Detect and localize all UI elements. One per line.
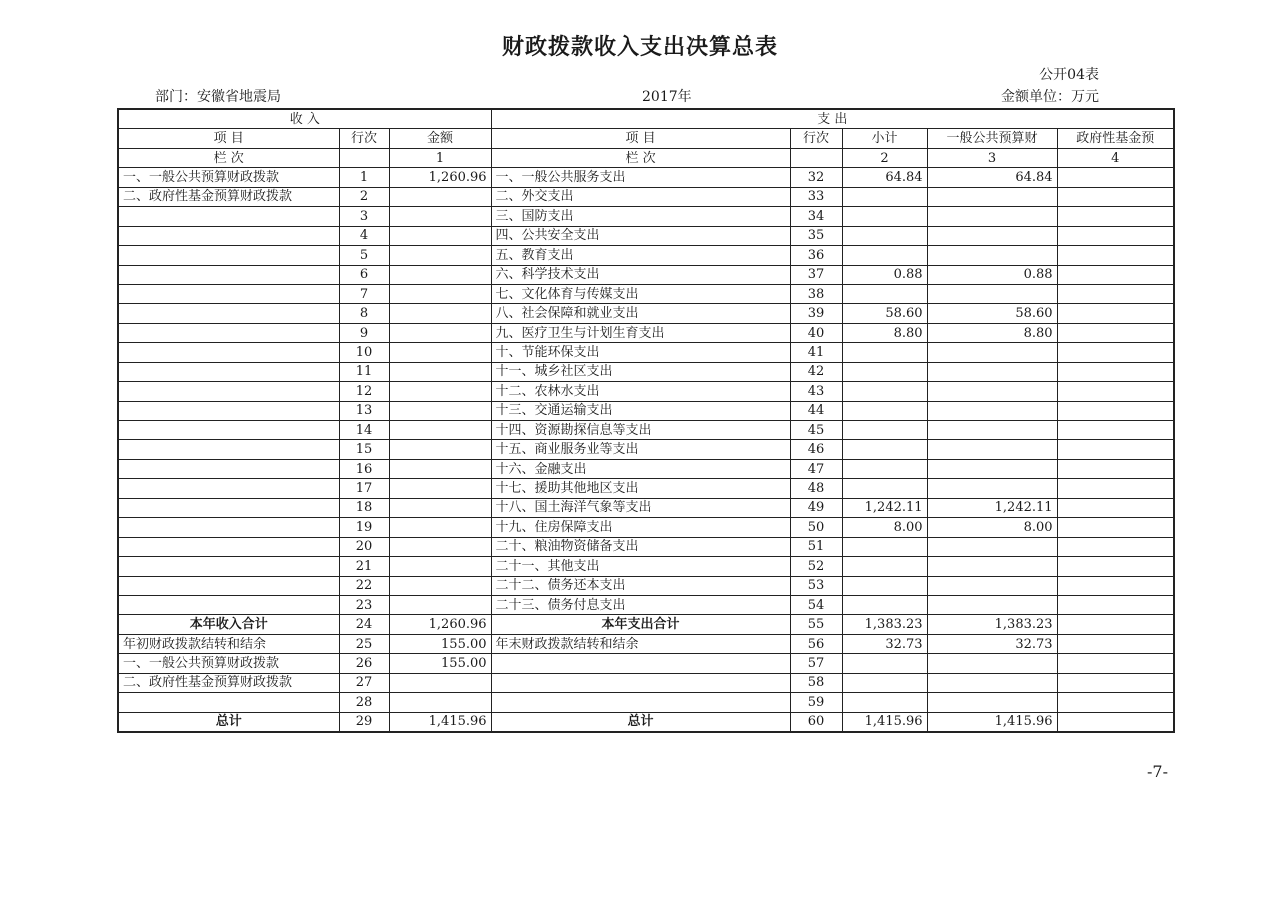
gov-fund-cell bbox=[1057, 634, 1174, 653]
expense-item-cell: 一、一般公共服务支出 bbox=[491, 168, 790, 187]
income-row-no-cell: 19 bbox=[339, 518, 389, 537]
table-row bbox=[118, 168, 1174, 187]
income-row-no-cell: 12 bbox=[339, 382, 389, 401]
table-row bbox=[118, 284, 1174, 303]
general-budget-cell: 58.60 bbox=[927, 304, 1057, 323]
income-item-header: 项 目 bbox=[118, 129, 339, 148]
expense-item-cell bbox=[491, 673, 790, 692]
income-item-cell bbox=[118, 382, 339, 401]
expense-row-no-cell: 35 bbox=[790, 226, 842, 245]
general-budget-cell bbox=[927, 421, 1057, 440]
income-amount-cell bbox=[389, 187, 491, 206]
income-row-no-cell: 1 bbox=[339, 168, 389, 187]
expense-subtotal-cell: 32.73 bbox=[842, 634, 927, 653]
income-amount-cell bbox=[389, 421, 491, 440]
table-row bbox=[118, 362, 1174, 381]
expense-row-no-cell: 41 bbox=[790, 343, 842, 362]
expense-row-no-cell: 38 bbox=[790, 284, 842, 303]
expense-row-no-cell: 43 bbox=[790, 382, 842, 401]
general-budget-cell bbox=[927, 284, 1057, 303]
table-row bbox=[118, 246, 1174, 265]
income-amount-cell bbox=[389, 537, 491, 556]
expense-row-no-cell: 55 bbox=[790, 615, 842, 634]
income-row-no-cell: 4 bbox=[339, 226, 389, 245]
income-amount-cell bbox=[389, 362, 491, 381]
table-row bbox=[118, 712, 1174, 732]
income-item-cell bbox=[118, 401, 339, 420]
gov-fund-cell bbox=[1057, 557, 1174, 576]
income-amount-cell bbox=[389, 265, 491, 284]
expense-subtotal-cell bbox=[842, 595, 927, 614]
general-budget-cell bbox=[927, 187, 1057, 206]
income-item-cell: 二、政府性基金预算财政拨款 bbox=[118, 673, 339, 692]
income-row-no-cell: 11 bbox=[339, 362, 389, 381]
expense-item-cell: 十六、金融支出 bbox=[491, 459, 790, 478]
income-row-no-cell: 23 bbox=[339, 595, 389, 614]
table-row bbox=[118, 401, 1174, 420]
expense-col-label: 栏 次 bbox=[491, 148, 790, 167]
table-row bbox=[118, 226, 1174, 245]
income-amount-cell bbox=[389, 226, 491, 245]
expense-row-no-cell: 51 bbox=[790, 537, 842, 556]
expense-subtotal-cell bbox=[842, 226, 927, 245]
income-row-no-cell: 13 bbox=[339, 401, 389, 420]
expense-item-cell: 十三、交通运输支出 bbox=[491, 401, 790, 420]
general-budget-cell bbox=[927, 362, 1057, 381]
general-budget-cell bbox=[927, 673, 1057, 692]
expense-row-no-cell: 57 bbox=[790, 654, 842, 673]
expense-item-cell: 三、国防支出 bbox=[491, 207, 790, 226]
income-amount-header: 金额 bbox=[389, 129, 491, 148]
income-item-cell bbox=[118, 362, 339, 381]
income-amount-cell bbox=[389, 440, 491, 459]
income-row-no-cell: 25 bbox=[339, 634, 389, 653]
income-item-cell bbox=[118, 576, 339, 595]
expense-subtotal-cell: 8.00 bbox=[842, 518, 927, 537]
table-row bbox=[118, 207, 1174, 226]
general-budget-cell bbox=[927, 246, 1057, 265]
income-col-index-empty bbox=[339, 148, 389, 167]
income-item-cell bbox=[118, 518, 339, 537]
general-budget-cell: 1,242.11 bbox=[927, 498, 1057, 517]
income-item-cell bbox=[118, 323, 339, 342]
expense-item-cell: 十八、国土海洋气象等支出 bbox=[491, 498, 790, 517]
income-row-no-cell: 20 bbox=[339, 537, 389, 556]
gov-fund-cell bbox=[1057, 343, 1174, 362]
expense-item-cell: 十、节能环保支出 bbox=[491, 343, 790, 362]
income-row-no-cell: 28 bbox=[339, 693, 389, 712]
income-amount-cell bbox=[389, 459, 491, 478]
expense-row-no-cell: 50 bbox=[790, 518, 842, 537]
income-row-no-cell: 9 bbox=[339, 323, 389, 342]
income-item-cell bbox=[118, 557, 339, 576]
income-item-cell bbox=[118, 265, 339, 284]
expense-row-no-cell: 52 bbox=[790, 557, 842, 576]
general-budget-cell: 1,415.96 bbox=[927, 712, 1057, 732]
income-row-no-cell: 5 bbox=[339, 246, 389, 265]
gov-fund-cell bbox=[1057, 440, 1174, 459]
expense-subtotal-cell bbox=[842, 207, 927, 226]
expense-row-no-cell: 32 bbox=[790, 168, 842, 187]
general-budget-cell: 0.88 bbox=[927, 265, 1057, 284]
expense-col-index-empty bbox=[790, 148, 842, 167]
expense-subtotal-cell bbox=[842, 382, 927, 401]
gov-fund-cell bbox=[1057, 246, 1174, 265]
expense-subtotal-cell bbox=[842, 343, 927, 362]
income-item-cell bbox=[118, 304, 339, 323]
general-budget-cell bbox=[927, 440, 1057, 459]
expense-row-no-cell: 39 bbox=[790, 304, 842, 323]
income-row-no-cell: 18 bbox=[339, 498, 389, 517]
income-item-cell bbox=[118, 226, 339, 245]
expense-item-header: 项 目 bbox=[491, 129, 790, 148]
income-amount-cell bbox=[389, 343, 491, 362]
expense-subtotal-cell bbox=[842, 479, 927, 498]
gov-fund-cell bbox=[1057, 265, 1174, 284]
column-index-row bbox=[118, 148, 1174, 167]
income-amount-cell bbox=[389, 401, 491, 420]
general-budget-cell bbox=[927, 595, 1057, 614]
gov-fund-cell bbox=[1057, 537, 1174, 556]
gov-fund-cell bbox=[1057, 168, 1174, 187]
expense-item-cell: 九、医疗卫生与计划生育支出 bbox=[491, 323, 790, 342]
income-item-cell bbox=[118, 693, 339, 712]
income-amount-cell: 155.00 bbox=[389, 634, 491, 653]
gov-fund-cell bbox=[1057, 459, 1174, 478]
income-row-no-cell: 17 bbox=[339, 479, 389, 498]
income-amount-cell: 1,260.96 bbox=[389, 168, 491, 187]
expense-row-no-cell: 60 bbox=[790, 712, 842, 732]
table-row bbox=[118, 440, 1174, 459]
expense-item-cell: 总计 bbox=[491, 712, 790, 732]
expense-subtotal-cell: 1,415.96 bbox=[842, 712, 927, 732]
expense-subtotal-cell bbox=[842, 362, 927, 381]
table-row bbox=[118, 693, 1174, 712]
table-row bbox=[118, 187, 1174, 206]
general-budget-cell: 64.84 bbox=[927, 168, 1057, 187]
income-item-cell bbox=[118, 343, 339, 362]
expense-row-no-cell: 40 bbox=[790, 323, 842, 342]
expense-subtotal-cell bbox=[842, 284, 927, 303]
expense-item-cell: 二、外交支出 bbox=[491, 187, 790, 206]
general-budget-cell bbox=[927, 207, 1057, 226]
expense-row-no-cell: 44 bbox=[790, 401, 842, 420]
gov-fund-cell bbox=[1057, 187, 1174, 206]
expense-item-cell: 十七、援助其他地区支出 bbox=[491, 479, 790, 498]
expense-subtotal-cell bbox=[842, 440, 927, 459]
gov-fund-cell bbox=[1057, 673, 1174, 692]
expense-row-no-cell: 33 bbox=[790, 187, 842, 206]
general-budget-cell bbox=[927, 479, 1057, 498]
expense-row-no-cell: 46 bbox=[790, 440, 842, 459]
general-budget-cell bbox=[927, 343, 1057, 362]
department-label: 部门：安徽省地震局 bbox=[155, 89, 281, 105]
gov-fund-cell bbox=[1057, 421, 1174, 440]
section-header-row bbox=[118, 109, 1174, 129]
form-number: 公开04表 bbox=[1039, 67, 1099, 83]
table-row bbox=[118, 323, 1174, 342]
gov-fund-cell bbox=[1057, 323, 1174, 342]
gov-fund-cell bbox=[1057, 207, 1174, 226]
expense-item-cell: 十五、商业服务业等支出 bbox=[491, 440, 790, 459]
expense-item-cell: 八、社会保障和就业支出 bbox=[491, 304, 790, 323]
expense-item-cell bbox=[491, 693, 790, 712]
page-number: -7- bbox=[1147, 762, 1168, 781]
expense-item-cell: 四、公共安全支出 bbox=[491, 226, 790, 245]
table-row bbox=[118, 343, 1174, 362]
expense-subtotal-cell bbox=[842, 246, 927, 265]
income-item-cell bbox=[118, 284, 339, 303]
general-budget-cell bbox=[927, 576, 1057, 595]
gov-fund-cell bbox=[1057, 382, 1174, 401]
expense-item-cell: 二十二、债务还本支出 bbox=[491, 576, 790, 595]
expense-row-no-cell: 58 bbox=[790, 673, 842, 692]
gov-fund-cell bbox=[1057, 401, 1174, 420]
income-amount-cell bbox=[389, 323, 491, 342]
column-header-row bbox=[118, 129, 1174, 148]
expense-row-no-cell: 53 bbox=[790, 576, 842, 595]
income-item-cell: 本年收入合计 bbox=[118, 615, 339, 634]
general-budget-cell: 32.73 bbox=[927, 634, 1057, 653]
income-amount-cell bbox=[389, 693, 491, 712]
income-amount-cell bbox=[389, 479, 491, 498]
expense-item-cell: 年末财政拨款结转和结余 bbox=[491, 634, 790, 653]
income-amount-cell bbox=[389, 207, 491, 226]
expense-item-cell: 二十一、其他支出 bbox=[491, 557, 790, 576]
general-budget-cell bbox=[927, 401, 1057, 420]
general-budget-cell bbox=[927, 693, 1057, 712]
expense-subtotal-cell bbox=[842, 673, 927, 692]
income-item-cell: 总计 bbox=[118, 712, 339, 732]
gov-fund-header: 政府性基金预 bbox=[1057, 129, 1174, 148]
expense-subtotal-cell: 8.80 bbox=[842, 323, 927, 342]
expense-subtotal-cell bbox=[842, 537, 927, 556]
general-budget-cell bbox=[927, 382, 1057, 401]
table-row bbox=[118, 498, 1174, 517]
income-row-no-cell: 6 bbox=[339, 265, 389, 284]
income-row-no-cell: 8 bbox=[339, 304, 389, 323]
income-amount-cell: 155.00 bbox=[389, 654, 491, 673]
income-row-no-cell: 26 bbox=[339, 654, 389, 673]
gov-fund-cell bbox=[1057, 693, 1174, 712]
income-row-no-cell: 15 bbox=[339, 440, 389, 459]
expense-subtotal-cell: 1,383.23 bbox=[842, 615, 927, 634]
expense-subtotal-cell bbox=[842, 459, 927, 478]
table-row bbox=[118, 479, 1174, 498]
income-section-header: 收 入 bbox=[118, 109, 491, 129]
general-budget-header: 一般公共预算财 bbox=[927, 129, 1057, 148]
year-label: 2017年 bbox=[642, 89, 692, 105]
income-amount-cell bbox=[389, 595, 491, 614]
general-budget-cell: 8.00 bbox=[927, 518, 1057, 537]
table-row bbox=[118, 304, 1174, 323]
income-col-index-1: 1 bbox=[389, 148, 491, 167]
gov-fund-cell bbox=[1057, 362, 1174, 381]
general-budget-cell: 1,383.23 bbox=[927, 615, 1057, 634]
gov-fund-cell bbox=[1057, 518, 1174, 537]
income-row-no-cell: 3 bbox=[339, 207, 389, 226]
gov-fund-cell bbox=[1057, 615, 1174, 634]
gov-fund-cell bbox=[1057, 226, 1174, 245]
table-row bbox=[118, 576, 1174, 595]
expense-row-no-cell: 56 bbox=[790, 634, 842, 653]
income-item-cell bbox=[118, 479, 339, 498]
expense-col-index-4: 4 bbox=[1057, 148, 1174, 167]
unit-label: 金额单位：万元 bbox=[1001, 89, 1099, 105]
expense-subtotal-cell: 0.88 bbox=[842, 265, 927, 284]
income-row-no-cell: 7 bbox=[339, 284, 389, 303]
general-budget-cell bbox=[927, 557, 1057, 576]
table-row bbox=[118, 382, 1174, 401]
expense-row-no-cell: 37 bbox=[790, 265, 842, 284]
expense-subtotal-cell bbox=[842, 693, 927, 712]
table-row bbox=[118, 421, 1174, 440]
income-item-cell: 一、一般公共预算财政拨款 bbox=[118, 654, 339, 673]
table-row bbox=[118, 595, 1174, 614]
gov-fund-cell bbox=[1057, 595, 1174, 614]
expense-item-cell: 六、科学技术支出 bbox=[491, 265, 790, 284]
income-item-cell bbox=[118, 595, 339, 614]
general-budget-cell bbox=[927, 537, 1057, 556]
gov-fund-cell bbox=[1057, 712, 1174, 732]
general-budget-cell bbox=[927, 226, 1057, 245]
table-row bbox=[118, 518, 1174, 537]
income-item-cell: 二、政府性基金预算财政拨款 bbox=[118, 187, 339, 206]
income-row-no-cell: 10 bbox=[339, 343, 389, 362]
expense-row-no-cell: 47 bbox=[790, 459, 842, 478]
expense-row-no-cell: 59 bbox=[790, 693, 842, 712]
expense-row-no-cell: 54 bbox=[790, 595, 842, 614]
gov-fund-cell bbox=[1057, 304, 1174, 323]
income-amount-cell: 1,415.96 bbox=[389, 712, 491, 732]
income-amount-cell: 1,260.96 bbox=[389, 615, 491, 634]
expense-subtotal-cell bbox=[842, 187, 927, 206]
expense-item-cell: 二十三、债务付息支出 bbox=[491, 595, 790, 614]
expense-item-cell: 十九、住房保障支出 bbox=[491, 518, 790, 537]
general-budget-cell bbox=[927, 654, 1057, 673]
expense-row-no-cell: 34 bbox=[790, 207, 842, 226]
income-item-cell bbox=[118, 459, 339, 478]
income-amount-cell bbox=[389, 498, 491, 517]
general-budget-cell bbox=[927, 459, 1057, 478]
expense-subtotal-cell: 64.84 bbox=[842, 168, 927, 187]
expense-subtotal-cell bbox=[842, 401, 927, 420]
table-row bbox=[118, 557, 1174, 576]
expense-subtotal-cell bbox=[842, 576, 927, 595]
table-row bbox=[118, 673, 1174, 692]
income-amount-cell bbox=[389, 576, 491, 595]
expense-col-index-3: 3 bbox=[927, 148, 1057, 167]
income-item-cell bbox=[118, 207, 339, 226]
income-amount-cell bbox=[389, 284, 491, 303]
income-item-cell: 一、一般公共预算财政拨款 bbox=[118, 168, 339, 187]
expense-subtotal-header: 小计 bbox=[842, 129, 927, 148]
expense-row-no-cell: 42 bbox=[790, 362, 842, 381]
expense-item-cell: 二十、粮油物资储备支出 bbox=[491, 537, 790, 556]
income-amount-cell bbox=[389, 673, 491, 692]
income-item-cell bbox=[118, 537, 339, 556]
income-row-no-cell: 29 bbox=[339, 712, 389, 732]
expense-item-cell: 十四、资源勘探信息等支出 bbox=[491, 421, 790, 440]
income-row-no-cell: 16 bbox=[339, 459, 389, 478]
expense-item-cell: 本年支出合计 bbox=[491, 615, 790, 634]
expense-subtotal-cell bbox=[842, 557, 927, 576]
income-amount-cell bbox=[389, 557, 491, 576]
income-amount-cell bbox=[389, 304, 491, 323]
general-budget-cell: 8.80 bbox=[927, 323, 1057, 342]
table-body bbox=[118, 168, 1174, 732]
income-row-no-cell: 27 bbox=[339, 673, 389, 692]
table-row bbox=[118, 265, 1174, 284]
expense-item-cell: 十一、城乡社区支出 bbox=[491, 362, 790, 381]
gov-fund-cell bbox=[1057, 479, 1174, 498]
expense-row-no-cell: 48 bbox=[790, 479, 842, 498]
expense-subtotal-cell bbox=[842, 654, 927, 673]
expense-subtotal-cell: 1,242.11 bbox=[842, 498, 927, 517]
gov-fund-cell bbox=[1057, 576, 1174, 595]
income-row-no-header: 行次 bbox=[339, 129, 389, 148]
page-title: 财政拨款收入支出决算总表 bbox=[501, 34, 778, 60]
income-row-no-cell: 14 bbox=[339, 421, 389, 440]
table-row bbox=[118, 634, 1174, 653]
expense-item-cell bbox=[491, 654, 790, 673]
income-row-no-cell: 24 bbox=[339, 615, 389, 634]
expense-item-cell: 十二、农林水支出 bbox=[491, 382, 790, 401]
income-amount-cell bbox=[389, 246, 491, 265]
gov-fund-cell bbox=[1057, 284, 1174, 303]
income-row-no-cell: 22 bbox=[339, 576, 389, 595]
expense-subtotal-cell: 58.60 bbox=[842, 304, 927, 323]
table-row bbox=[118, 537, 1174, 556]
expense-col-index-2: 2 bbox=[842, 148, 927, 167]
income-item-cell bbox=[118, 440, 339, 459]
income-amount-cell bbox=[389, 518, 491, 537]
expense-row-no-cell: 45 bbox=[790, 421, 842, 440]
income-item-cell: 年初财政拨款结转和结余 bbox=[118, 634, 339, 653]
table-row bbox=[118, 615, 1174, 634]
income-amount-cell bbox=[389, 382, 491, 401]
expense-item-cell: 七、文化体育与传媒支出 bbox=[491, 284, 790, 303]
income-col-label: 栏 次 bbox=[118, 148, 339, 167]
gov-fund-cell bbox=[1057, 654, 1174, 673]
income-row-no-cell: 2 bbox=[339, 187, 389, 206]
expense-row-no-cell: 49 bbox=[790, 498, 842, 517]
table-row bbox=[118, 459, 1174, 478]
income-item-cell bbox=[118, 246, 339, 265]
expense-subtotal-cell bbox=[842, 421, 927, 440]
table-row bbox=[118, 654, 1174, 673]
expense-row-no-header: 行次 bbox=[790, 129, 842, 148]
final-accounts-table bbox=[117, 108, 1175, 733]
expense-section-header: 支 出 bbox=[491, 109, 1174, 129]
expense-row-no-cell: 36 bbox=[790, 246, 842, 265]
income-row-no-cell: 21 bbox=[339, 557, 389, 576]
gov-fund-cell bbox=[1057, 498, 1174, 517]
expense-item-cell: 五、教育支出 bbox=[491, 246, 790, 265]
income-item-cell bbox=[118, 498, 339, 517]
income-item-cell bbox=[118, 421, 339, 440]
